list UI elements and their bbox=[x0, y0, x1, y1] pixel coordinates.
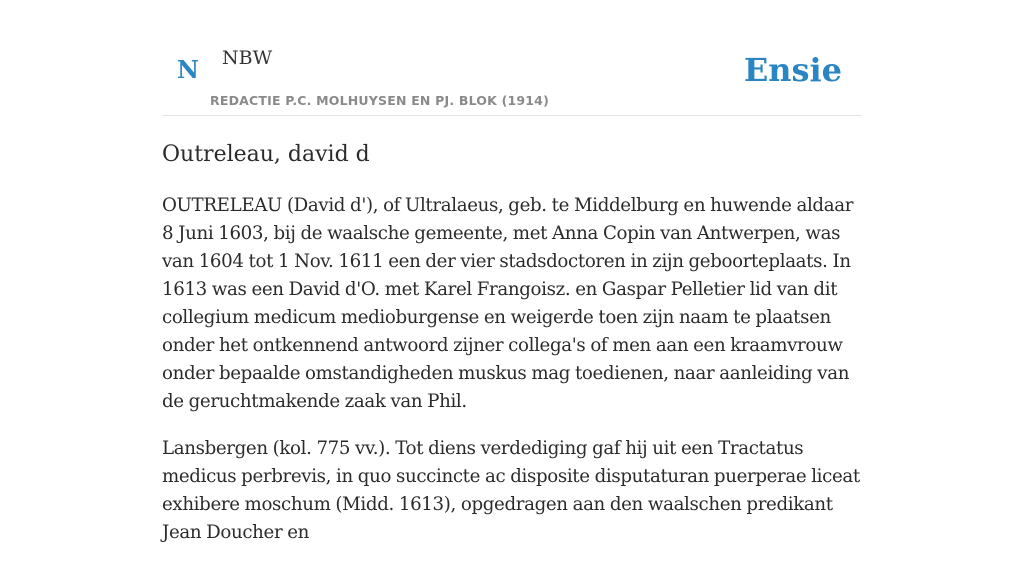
page-header bbox=[162, 0, 862, 116]
article-body bbox=[162, 192, 862, 566]
source-editors: REDACTIE P.C. MOLHUYSEN EN PJ. BLOK (1914) bbox=[210, 93, 549, 108]
ensie-brand-link[interactable]: Ensie bbox=[743, 51, 842, 89]
article-paragraph: OUTRELEAU (David d'), of Ultralaeus, geb. te Middelburg en huwende aldaar 8 Juni 1603, bij de waalsche gemeente, met Anna Copin van Antwerpen, was van 1604 tot 1 Nov. 1611 een der vier stadsdoctoren in zijn geboorteplaats. In 1613 was een David d'O. met Karel Frangoisz. en Gaspar Pelletier lid van dit collegium medicum medioburgense en weigerde toen zijn naam te plaatsen onder het ontkennend antwoord zijner collega's of men aan een kraamvrouw onder bepaalde omstandigheden muskus mag toedienen, naar aanleiding van de geruchtmakende zaak van Phil. bbox=[162, 195, 854, 412]
source-logo: N bbox=[177, 55, 199, 84]
source-name: NBW bbox=[222, 47, 273, 69]
page-title: Outreleau, david d bbox=[162, 142, 370, 167]
page-container bbox=[162, 0, 862, 543]
article-paragraph: Lansbergen (kol. 775 vv.). Tot diens verdediging gaf hij uit een Tractatus medicus perbrevis, in quo succincte ac disposite disputaturan puerperae liceat exhibere moschum (Midd. 1613), opgedragen aan den waalschen predikant Jean Doucher en bbox=[162, 438, 860, 543]
